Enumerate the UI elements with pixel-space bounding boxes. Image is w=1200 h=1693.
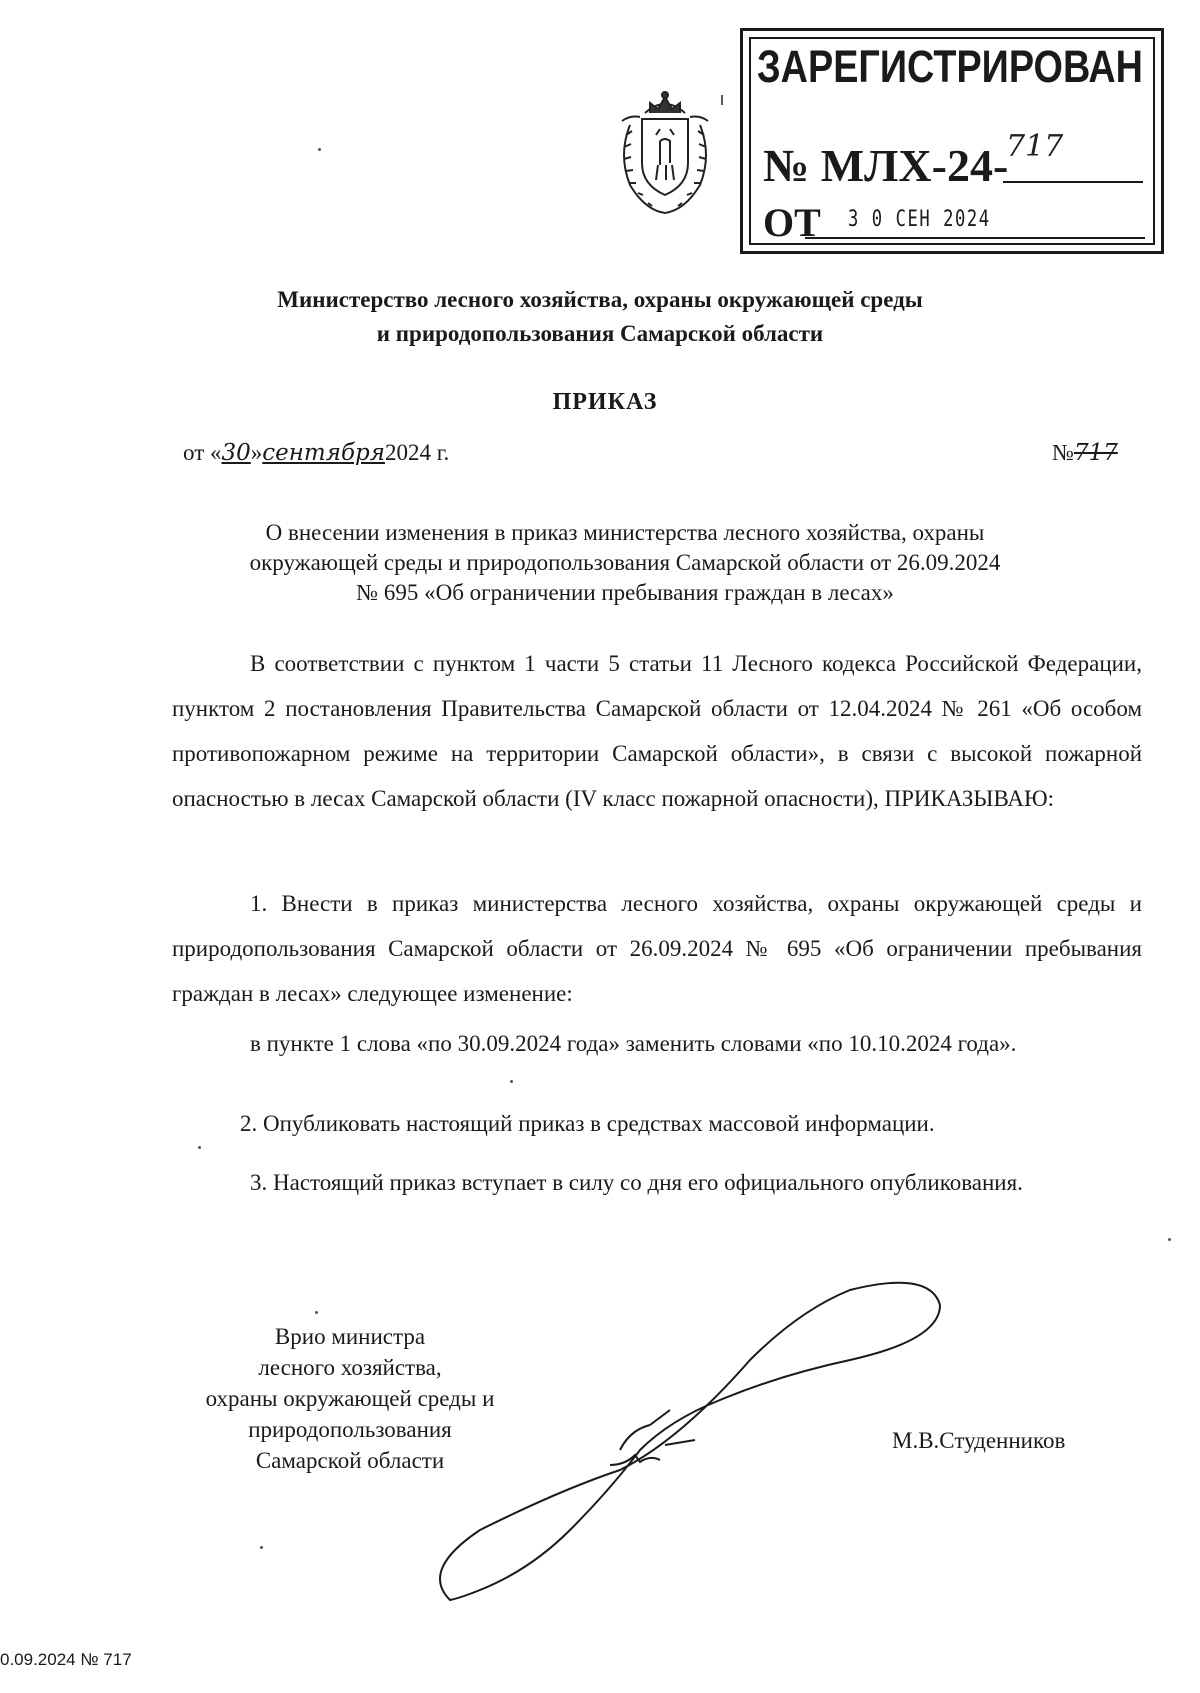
ministry-name-line2: и природопользования Самарской области [376,321,824,346]
order-number: №717 [1052,440,1118,466]
stamp-date-label: ОТ [763,200,821,245]
body-item-3: 3. Настоящий приказ вступает в силу со дня его официального опубликования. [250,1170,1023,1195]
signatory-title-line2: лесного хозяйства, [258,1355,442,1380]
order-date: от «30»сентября2024 г. [183,440,450,466]
stamp-date-value: 3 0 СЕН 2024 [848,207,991,232]
document-type-title: ПРИКАЗ [552,389,658,415]
footer-reference: 0.09.2024 № 717 [0,1650,132,1669]
stamp-title: ЗАРЕГИСТРИРОВАН [757,41,1143,92]
registration-stamp [740,28,1164,254]
body-item-1: 1. Внести в приказ министерства лесного хозяйства, охраны окружающей среды и природопользования Самарской области от 26.09.2024 № 695 «Об ограничении пребывания граждан в лесах» следующее изменение: [172,891,1142,1006]
coat-of-arms-emblem [600,85,730,225]
body-item-2: 2. Опубликовать настоящий приказ в средствах массовой информации. [240,1111,935,1136]
order-date-month: сентября [262,440,385,466]
ministry-name-line1: Министерство лесного хозяйства, охраны окружающей среды [277,287,923,312]
stamp-number-handwritten: 717 [1006,129,1064,164]
subject-line3: № 695 «Об ограничении пребывания граждан в лесах» [356,580,894,605]
signatory-title-line5: Самарской области [255,1448,445,1473]
order-number-value: 717 [1073,440,1118,466]
subject-line2: окружающей среды и природопользования Самарской области от 26.09.2024 [249,550,1001,575]
body-item-1-change: в пункте 1 слова «по 30.09.2024 года» заменить словами «по 10.10.2024 года». [250,1031,1017,1056]
signatory-title-line4: природопользования [248,1417,452,1442]
signatory-title-line1: Врио министра [274,1324,426,1349]
order-date-year: 2024 г. [384,440,450,465]
body-intro-paragraph: В соответствии с пунктом 1 части 5 статьи 11 Лесного кодекса Российской Федерации, пунктом 2 постановления Правительства Самарской области от 12.04.2024 № 261 «Об особом противопожарном режиме на территории Самарской области», в связи с высокой пожарной опасностью в лесах Самарской области (IV класс пожарной опасности), ПРИКАЗЫВАЮ: [172,651,1142,811]
signatory-name: М.В.Студенников [892,1428,1066,1453]
signatory-title-line3: охраны окружающей среды и [205,1386,495,1411]
stamp-number-prefix: № МЛХ-24- [763,140,1009,191]
subject-line1: О внесении изменения в приказ министерства лесного хозяйства, охраны [265,520,985,545]
order-date-day: 30 [221,440,251,466]
